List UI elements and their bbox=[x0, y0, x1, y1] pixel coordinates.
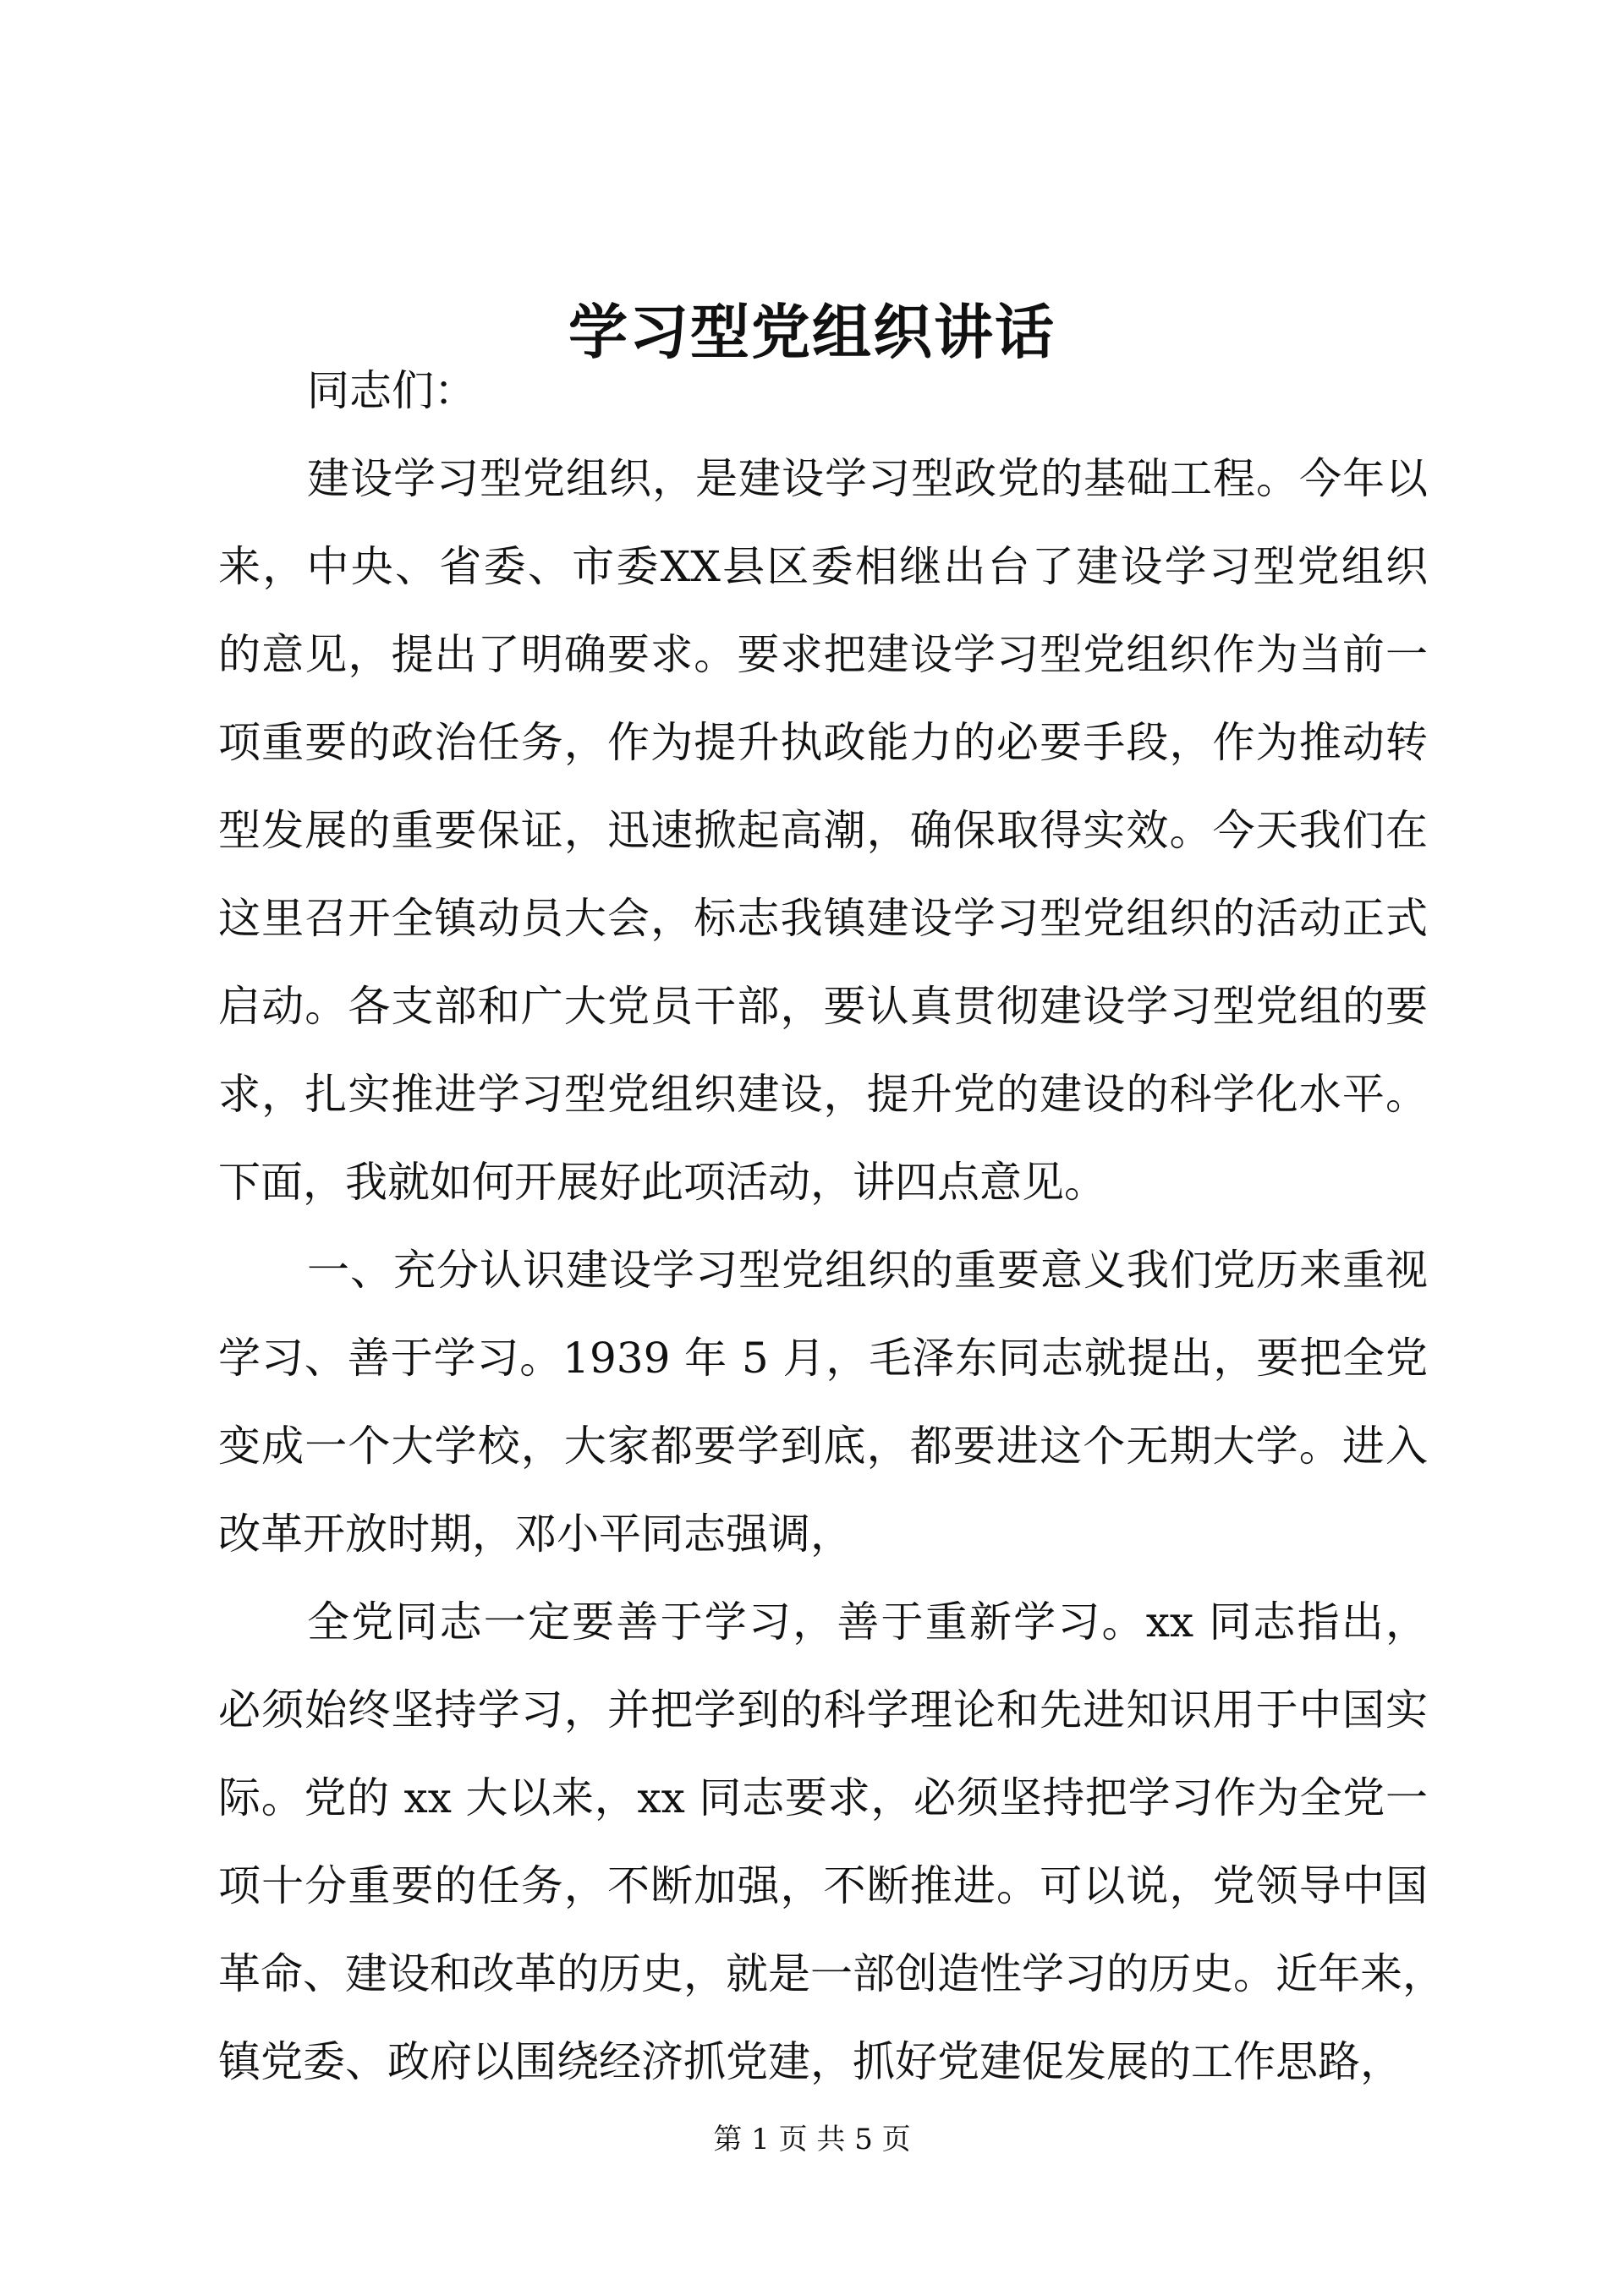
paragraph-intro bbox=[218, 435, 1428, 1226]
salutation bbox=[218, 347, 1428, 435]
text-line: 一、充分认识建设学习型党组织的重要意义我们党历来重视 bbox=[307, 1246, 1428, 1295]
text-line: 的意见，提出了明确要求。要求把建设学习型党组织作为当前一 bbox=[218, 630, 1428, 679]
document-title: 学习型党组织讲话 bbox=[568, 297, 1056, 367]
text-line: 来，中央、省委、市委XX县区委相继出台了建设学习型党组织 bbox=[218, 542, 1428, 591]
text-line: 全党同志一定要善于学习，善于重新学习。xx 同志指出， bbox=[307, 1597, 1428, 1647]
text-line: 型发展的重要保证，迅速掀起高潮，确保取得实效。今天我们在 bbox=[218, 806, 1428, 855]
text-line: 求，扎实推进学习型党组织建设，提升党的建设的科学化水平。 bbox=[218, 1070, 1428, 1119]
text-line: 学习、善于学习。1939 年 5 月，毛泽东同志就提出，要把全党 bbox=[218, 1334, 1428, 1383]
text-line: 革命、建设和改革的历史，就是一部创造性学习的历史。近年来， bbox=[218, 1949, 1445, 1998]
text-line: 建设学习型党组织，是建设学习型政党的基础工程。今年以 bbox=[307, 454, 1428, 503]
text-line: 镇党委、政府以围绕经济抓党建，抓好党建促发展的工作思路， bbox=[218, 2037, 1402, 2086]
text-line: 下面，我就如何开展好此项活动，讲四点意见。 bbox=[218, 1158, 1106, 1207]
text-line: 项重要的政治任务，作为提升执政能力的必要手段，作为推动转 bbox=[218, 718, 1428, 767]
text-line: 启动。各支部和广大党员干部，要认真贯彻建设学习型党组的要 bbox=[218, 982, 1428, 1031]
text-line: 改革开放时期，邓小平同志强调， bbox=[218, 1510, 853, 1559]
paragraph-section-one bbox=[218, 1226, 1428, 1578]
text-line: 这里召开全镇动员大会，标志我镇建设学习型党组织的活动正式 bbox=[218, 894, 1428, 943]
document-body bbox=[218, 347, 1445, 2106]
text-line: 项十分重要的任务，不断加强，不断推进。可以说，党领导中国 bbox=[218, 1861, 1428, 1910]
text-line: 变成一个大学校，大家都要学到底，都要进这个无期大学。进入 bbox=[218, 1422, 1428, 1471]
text-line: 同志们： bbox=[307, 366, 476, 415]
paragraph-party-study bbox=[218, 1578, 1445, 2106]
text-line: 必须始终坚持学习，并把学到的科学理论和先进知识用于中国实 bbox=[218, 1685, 1428, 1734]
page-footer: 第 1 页 共 5 页 bbox=[713, 2123, 911, 2156]
text-line: 际。党的 xx 大以来，xx 同志要求，必须坚持把学习作为全党一 bbox=[218, 1773, 1428, 1822]
